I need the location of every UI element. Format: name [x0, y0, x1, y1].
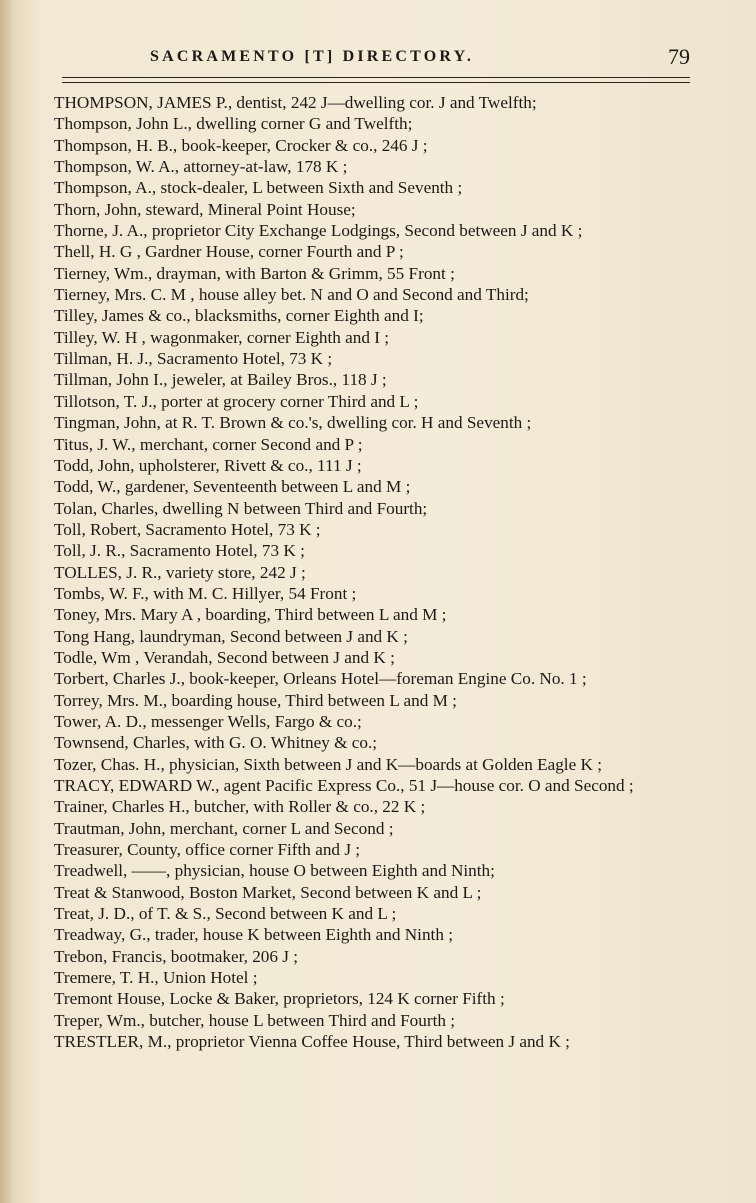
header-rule-top	[62, 77, 690, 78]
directory-entry: Tremont House, Locke & Baker, proprietors, 124 K corner Fifth ;	[54, 989, 505, 1009]
directory-entry: TOLLES, J. R., variety store, 242 J ;	[54, 562, 306, 582]
header-rule-bottom	[62, 82, 690, 83]
directory-entry: Tillman, John I., jeweler, at Bailey Bros., 118 J ;	[54, 370, 387, 390]
page-number: 79	[668, 44, 690, 69]
directory-entry: Townsend, Charles, with G. O. Whitney & co.;	[54, 733, 378, 753]
directory-entry: Titus, J. W., merchant, corner Second and P ;	[54, 434, 363, 454]
directory-entry: Thompson, H. B., book-keeper, Crocker & co., 246 J ;	[54, 135, 428, 155]
directory-entry: Tong Hang, laundryman, Second between J and K ;	[54, 626, 408, 646]
directory-entry: Thompson, John L., dwelling corner G and Twelfth;	[54, 114, 413, 134]
directory-entry: Tierney, Wm., drayman, with Barton & Grimm, 55 Front ;	[54, 263, 455, 283]
directory-entry: Tozer, Chas. H., physician, Sixth between J and K—boards at Golden Eagle K ;	[54, 754, 602, 774]
directory-entry: Treper, Wm., butcher, house L between Third and Fourth ;	[54, 1010, 456, 1030]
directory-entry: Torbert, Charles J., book-keeper, Orleans Hotel—foreman Engine Co. No. 1 ;	[54, 669, 587, 689]
directory-entry: Treat & Stanwood, Boston Market, Second between K and L ;	[54, 882, 482, 902]
directory-entry: Tillman, H. J., Sacramento Hotel, 73 K ;	[54, 349, 333, 369]
directory-entry: TRESTLER, M., proprietor Vienna Coffee House, Third between J and K ;	[54, 1032, 570, 1052]
directory-entry: Todle, Wm , Verandah, Second between J and K ;	[54, 647, 395, 667]
directory-entry: Thell, H. G , Gardner House, corner Fourth and P ;	[54, 242, 404, 262]
directory-entry: THOMPSON, JAMES P., dentist, 242 J—dwelling cor. J and Twelfth;	[54, 93, 537, 112]
page-header	[150, 44, 690, 72]
directory-entry: Treat, J. D., of T. & S., Second between K and L ;	[54, 904, 397, 924]
directory-entry: Toll, Robert, Sacramento Hotel, 73 K ;	[54, 519, 321, 539]
directory-entry: Thorne, J. A., proprietor City Exchange Lodgings, Second between J and K ;	[54, 221, 583, 241]
directory-entry: Tingman, John, at R. T. Brown & co.'s, dwelling cor. H and Seventh ;	[54, 413, 532, 433]
directory-entry: Treadway, G., trader, house K between Eighth and Ninth ;	[54, 925, 453, 945]
directory-entry: Tower, A. D., messenger Wells, Fargo & co.;	[54, 711, 362, 731]
directory-entry: Thompson, A., stock-dealer, L between Sixth and Seventh ;	[54, 178, 463, 198]
directory-entry: TRACY, EDWARD W., agent Pacific Express Co., 51 J—house cor. O and Second ;	[54, 776, 634, 795]
directory-entry: Treasurer, County, office corner Fifth and J ;	[54, 840, 361, 860]
directory-entry: Tilley, James & co., blacksmiths, corner Eighth and I;	[54, 306, 424, 326]
running-head: SACRAMENTO [T] DIRECTORY.	[150, 48, 475, 65]
directory-entry: Trebon, Francis, bootmaker, 206 J ;	[54, 946, 299, 966]
directory-entry: Trautman, John, merchant, corner L and Second ;	[54, 818, 394, 838]
directory-entry: Tillotson, T. J., porter at grocery corner Third and L ;	[54, 391, 419, 411]
directory-entry: Toll, J. R., Sacramento Hotel, 73 K ;	[54, 541, 305, 561]
directory-entry: Tombs, W. F., with M. C. Hillyer, 54 Front ;	[54, 583, 357, 603]
directory-entry: Tolan, Charles, dwelling N between Third and Fourth;	[54, 498, 428, 518]
directory-entry: Treadwell, ——, physician, house O between Eighth and Ninth;	[54, 861, 495, 881]
directory-entry: Thompson, W. A., attorney-at-law, 178 K ;	[54, 157, 348, 177]
directory-entry: Thorn, John, steward, Mineral Point House;	[54, 199, 356, 219]
directory-entries	[54, 92, 684, 1052]
directory-entry: Tierney, Mrs. C. M , house alley bet. N and O and Second and Third;	[54, 285, 529, 305]
directory-entry: Todd, John, upholsterer, Rivett & co., 111 J ;	[54, 455, 362, 475]
directory-entry: Trainer, Charles H., butcher, with Roller & co., 22 K ;	[54, 797, 426, 817]
directory-entry: Tilley, W. H , wagonmaker, corner Eighth and I ;	[54, 327, 390, 347]
directory-entry: Torrey, Mrs. M., boarding house, Third between L and M ;	[54, 690, 457, 710]
directory-entry: Toney, Mrs. Mary A , boarding, Third between L and M ;	[54, 605, 447, 625]
directory-entry: Todd, W., gardener, Seventeenth between L and M ;	[54, 477, 411, 497]
directory-entry: Tremere, T. H., Union Hotel ;	[54, 968, 258, 988]
